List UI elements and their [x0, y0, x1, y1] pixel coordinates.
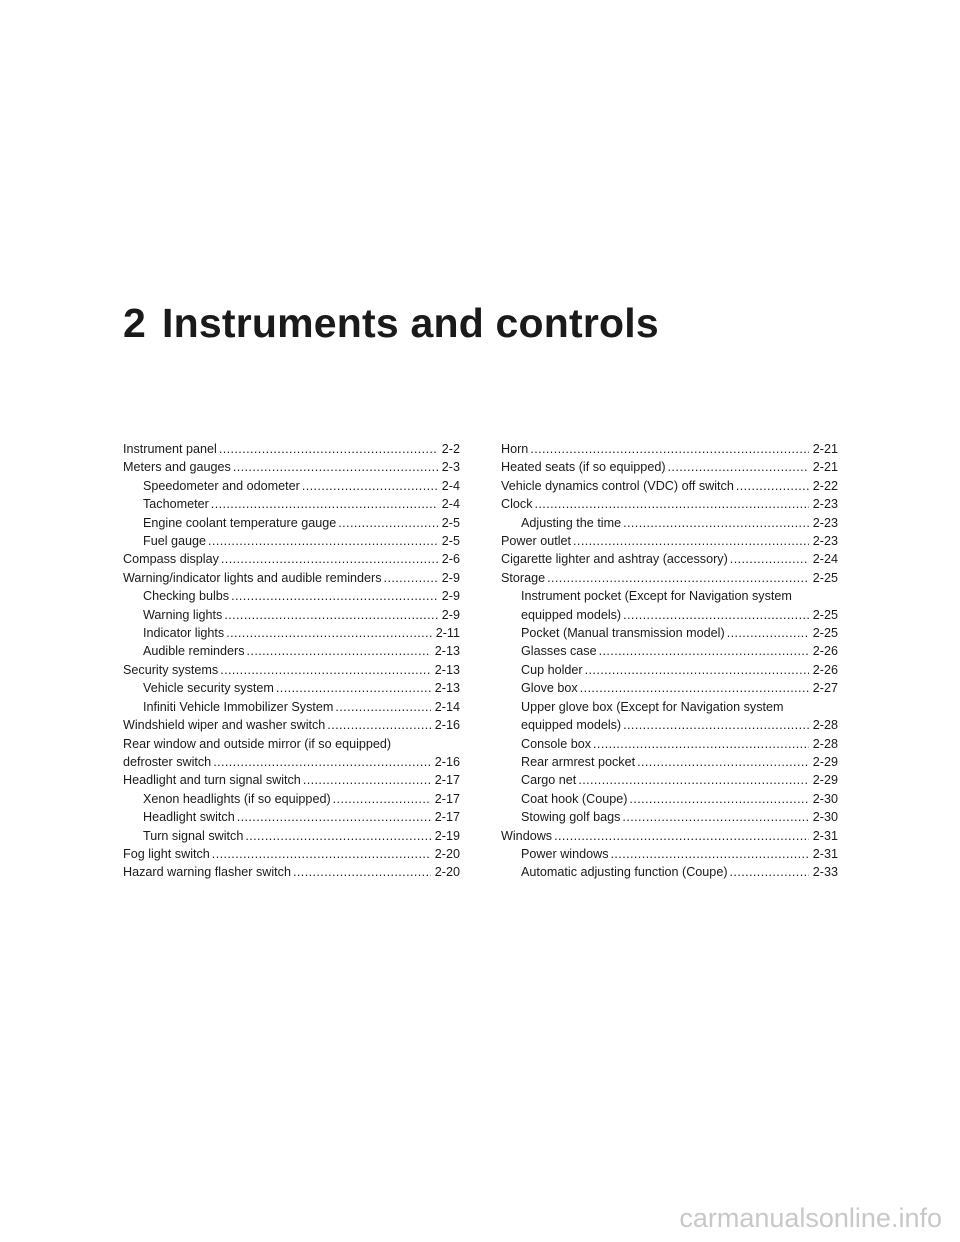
toc-entry-title: Engine coolant temperature gauge — [143, 515, 337, 530]
toc-entry-title: Clock — [501, 497, 533, 512]
toc-left-column — [123, 440, 460, 882]
toc-entry-title: equipped models) — [521, 607, 622, 622]
toc-entry[interactable] — [501, 698, 838, 716]
toc-dot-leader — [384, 569, 438, 587]
toc-entry[interactable] — [123, 845, 460, 863]
toc-entry-title: Rear armrest pocket — [521, 754, 636, 769]
toc-entry-page: 2-16 — [434, 754, 460, 769]
toc-entry-title: Warning lights — [143, 607, 223, 622]
chapter-name: Instruments and controls — [162, 300, 659, 346]
toc-entry-page: 2-25 — [812, 607, 838, 622]
toc-entry[interactable] — [123, 587, 460, 605]
toc-entry-title: Pocket (Manual transmission model) — [521, 626, 725, 641]
toc-entry-title: Glasses case — [521, 644, 597, 659]
toc-entry-page: 2-31 — [812, 828, 838, 843]
toc-entry-title: Power windows — [521, 846, 609, 861]
toc-dot-leader — [547, 569, 809, 587]
toc-dot-leader — [213, 753, 431, 771]
toc-entry-page: 2-30 — [812, 791, 838, 806]
toc-entry[interactable] — [123, 827, 460, 845]
toc-entry-page: 2-17 — [434, 810, 460, 825]
toc-dot-leader — [338, 514, 438, 532]
toc-entry-title: Cigarette lighter and ashtray (accessory) — [501, 552, 728, 567]
toc-dot-leader — [637, 753, 809, 771]
toc-entry[interactable] — [123, 495, 460, 513]
toc-entry-page: 2-27 — [812, 681, 838, 696]
toc-entry-page: 2-5 — [441, 534, 460, 549]
toc-entry-title: Xenon headlights (if so equipped) — [143, 791, 331, 806]
toc-entry[interactable] — [123, 698, 460, 716]
toc-entry-page: 2-9 — [441, 570, 460, 585]
toc-entry-title: Checking bulbs — [143, 589, 230, 604]
toc-entry[interactable] — [501, 458, 838, 476]
toc-entry[interactable] — [501, 863, 838, 881]
toc-entry-title: Heated seats (if so equipped) — [501, 460, 666, 475]
toc-entry-page: 2-28 — [812, 736, 838, 751]
toc-entry-page: 2-24 — [812, 552, 838, 567]
toc-entry-title: Headlight and turn signal switch — [123, 773, 301, 788]
toc-entry-page: 2-23 — [812, 497, 838, 512]
toc-entry[interactable] — [123, 514, 460, 532]
toc-entry-title: Fog light switch — [123, 846, 210, 861]
toc-dot-leader — [219, 440, 438, 458]
toc-entry[interactable] — [123, 863, 460, 881]
toc-entry[interactable] — [123, 569, 460, 587]
toc-entry[interactable] — [123, 440, 460, 458]
toc-dot-leader — [623, 606, 809, 624]
toc-dot-leader — [245, 827, 430, 845]
toc-entry-page: 2-31 — [812, 846, 838, 861]
toc-entry[interactable] — [501, 495, 838, 513]
toc-entry[interactable] — [123, 771, 460, 789]
toc-entry[interactable] — [123, 679, 460, 697]
toc-entry[interactable] — [501, 735, 838, 753]
toc-entry-page: 2-17 — [434, 773, 460, 788]
toc-entry-page: 2-20 — [434, 865, 460, 880]
toc-entry-title: Windshield wiper and washer switch — [123, 718, 326, 733]
toc-entry-page: 2-11 — [435, 626, 460, 641]
toc-entry[interactable] — [123, 661, 460, 679]
toc-entry[interactable] — [501, 753, 838, 771]
toc-dot-leader — [208, 532, 438, 550]
toc-entry-page: 2-3 — [441, 460, 460, 475]
toc-dot-leader — [211, 495, 438, 513]
toc-dot-leader — [530, 440, 808, 458]
toc-dot-leader — [212, 845, 431, 863]
toc-entry-page: 2-29 — [812, 754, 838, 769]
toc-entry-title: Indicator lights — [143, 626, 225, 641]
toc-entry-page: 2-23 — [812, 515, 838, 530]
toc-dot-leader — [629, 790, 808, 808]
toc-entry-title: Power outlet — [501, 534, 572, 549]
toc-entry-page: 2-22 — [812, 478, 838, 493]
toc-entry-title: Speedometer and odometer — [143, 478, 300, 493]
toc-entry-title: Cup holder — [521, 662, 583, 677]
toc-dot-leader — [611, 845, 809, 863]
toc-dot-leader — [224, 606, 437, 624]
toc-dot-leader — [599, 642, 809, 660]
toc-entry-page: 2-9 — [441, 607, 460, 622]
toc-entry-page: 2-14 — [434, 699, 460, 714]
toc-entry-page: 2-29 — [812, 773, 838, 788]
toc-entry-title: Coat hook (Coupe) — [521, 791, 628, 806]
toc-dot-leader — [276, 679, 431, 697]
toc-entry-title: Horn — [501, 442, 529, 456]
toc-entry[interactable] — [501, 514, 838, 532]
toc-dot-leader — [585, 661, 809, 679]
toc-entry[interactable] — [501, 532, 838, 550]
toc-entry-title: Infiniti Vehicle Immobilizer System — [143, 699, 334, 714]
toc-entry[interactable] — [501, 790, 838, 808]
chapter-number: 2 — [123, 300, 147, 346]
toc-entry[interactable] — [501, 679, 838, 697]
toc-entry-title: Stowing golf bags — [521, 810, 621, 825]
toc-dot-leader — [593, 735, 809, 753]
toc-entry-page: 2-25 — [812, 626, 838, 641]
toc-entry[interactable] — [501, 827, 838, 845]
toc-right-column — [501, 440, 838, 882]
toc-entry[interactable] — [123, 790, 460, 808]
toc-entry[interactable] — [501, 808, 838, 826]
toc-dot-leader — [226, 624, 432, 642]
toc-dot-leader — [231, 587, 438, 605]
toc-entry[interactable] — [501, 661, 838, 679]
toc-dot-leader — [580, 679, 809, 697]
toc-entry-title: Glove box — [521, 681, 578, 696]
toc-entry-page: 2-28 — [812, 718, 838, 733]
toc-entry-page: 2-20 — [434, 846, 460, 861]
toc-entry-title: Headlight switch — [143, 810, 235, 825]
toc-entry-title: Instrument pocket (Except for Navigation system — [521, 589, 792, 604]
toc-dot-leader — [578, 771, 808, 789]
toc-entry-title: Security systems — [123, 662, 219, 677]
toc-entry[interactable] — [123, 808, 460, 826]
toc-entry[interactable] — [501, 642, 838, 660]
toc-entry-page: 2-19 — [434, 828, 460, 843]
toc-entry-page: 2-21 — [812, 442, 838, 456]
toc-entry[interactable] — [123, 642, 460, 660]
toc-entry[interactable] — [123, 477, 460, 495]
toc-dot-leader — [327, 716, 430, 734]
toc-entry-title: defroster switch — [123, 754, 212, 769]
toc-entry-title: Adjusting the time — [521, 515, 622, 530]
toc-entry-title: Vehicle security system — [143, 681, 274, 696]
toc-entry-page: 2-16 — [434, 718, 460, 733]
toc-entry[interactable] — [123, 716, 460, 734]
toc-entry-page: 2-26 — [812, 644, 838, 659]
toc-entry-title: Storage — [501, 570, 546, 585]
watermark-text: carmanualsonline.info — [679, 1203, 942, 1233]
toc-entry-page: 2-25 — [812, 570, 838, 585]
toc-entry-page: 2-33 — [812, 865, 838, 880]
toc-entry-title: Turn signal switch — [143, 828, 244, 843]
toc-entry-page: 2-2 — [441, 442, 460, 456]
toc-dot-leader — [623, 716, 809, 734]
toc-entry[interactable] — [501, 624, 838, 642]
toc-dot-leader — [302, 477, 438, 495]
toc-entry-title: Instrument panel — [123, 442, 217, 456]
toc-dot-leader — [535, 495, 809, 513]
toc-entry-title: Cargo net — [521, 773, 577, 788]
toc-dot-leader — [220, 661, 431, 679]
toc-entry[interactable] — [501, 771, 838, 789]
toc-entry-page: 2-30 — [812, 810, 838, 825]
toc-dot-leader — [736, 477, 809, 495]
toc-entry-page: 2-4 — [441, 478, 460, 493]
toc-entry-title: Rear window and outside mirror (if so equipped) — [123, 736, 392, 751]
toc-entry-title: equipped models) — [521, 718, 622, 733]
toc-entry[interactable] — [501, 606, 838, 624]
toc-entry-page: 2-17 — [434, 791, 460, 806]
toc-entry-title: Tachometer — [143, 497, 209, 512]
toc-entry[interactable] — [501, 550, 838, 568]
toc-entry-title: Hazard warning flasher switch — [123, 865, 291, 880]
toc-dot-leader — [554, 827, 809, 845]
toc-entry-page: 2-26 — [812, 662, 838, 677]
toc-entry[interactable] — [123, 753, 460, 771]
toc-entry[interactable] — [501, 587, 838, 605]
toc-entry[interactable] — [123, 532, 460, 550]
toc-dot-leader — [623, 514, 809, 532]
toc-dot-leader — [237, 808, 431, 826]
toc-entry[interactable] — [501, 569, 838, 587]
toc-entry-page: 2-13 — [434, 644, 460, 659]
toc-dot-leader — [303, 771, 431, 789]
toc-dot-leader — [730, 550, 809, 568]
toc-entry-page: 2-5 — [441, 515, 460, 530]
toc-dot-leader — [730, 863, 809, 881]
toc-dot-leader — [333, 790, 431, 808]
toc-dot-leader — [221, 550, 438, 568]
toc-dot-leader — [335, 698, 430, 716]
toc-entry[interactable] — [501, 440, 838, 458]
toc-entry[interactable] — [123, 624, 460, 642]
toc-entry-page: 2-21 — [812, 460, 838, 475]
toc-entry[interactable] — [501, 845, 838, 863]
toc-entry-title: Windows — [501, 828, 553, 843]
toc-entry-page: 2-23 — [812, 534, 838, 549]
toc-entry-page: 2-9 — [441, 589, 460, 604]
chapter-title — [123, 300, 659, 347]
toc-entry-title: Vehicle dynamics control (VDC) off switch — [501, 478, 734, 493]
toc-dot-leader — [727, 624, 809, 642]
toc-entry[interactable] — [501, 477, 838, 495]
toc-dot-leader — [293, 863, 431, 881]
toc-entry[interactable] — [123, 458, 460, 476]
toc-dot-leader — [573, 532, 809, 550]
toc-dot-leader — [668, 458, 809, 476]
toc-entry[interactable] — [123, 550, 460, 568]
toc-entry-title: Console box — [521, 736, 592, 751]
toc-dot-leader — [247, 642, 431, 660]
toc-entry-title: Warning/indicator lights and audible reminders — [123, 570, 382, 585]
toc-entry[interactable] — [501, 716, 838, 734]
toc-entry[interactable] — [123, 735, 460, 753]
toc-entry-page: 2-6 — [441, 552, 460, 567]
toc-entry-title: Automatic adjusting function (Coupe) — [521, 865, 728, 880]
toc-dot-leader — [233, 458, 438, 476]
toc-entry-title: Audible reminders — [143, 644, 245, 659]
toc-entry[interactable] — [123, 606, 460, 624]
toc-entry-title: Meters and gauges — [123, 460, 231, 475]
toc-entry-title: Fuel gauge — [143, 534, 207, 549]
toc-entry-page: 2-13 — [434, 681, 460, 696]
toc-dot-leader — [622, 808, 808, 826]
toc-entry-page: 2-4 — [441, 497, 460, 512]
toc-entry-title: Upper glove box (Except for Navigation system — [521, 699, 784, 714]
toc-entry-page: 2-13 — [434, 662, 460, 677]
toc-entry-title: Compass display — [123, 552, 219, 567]
